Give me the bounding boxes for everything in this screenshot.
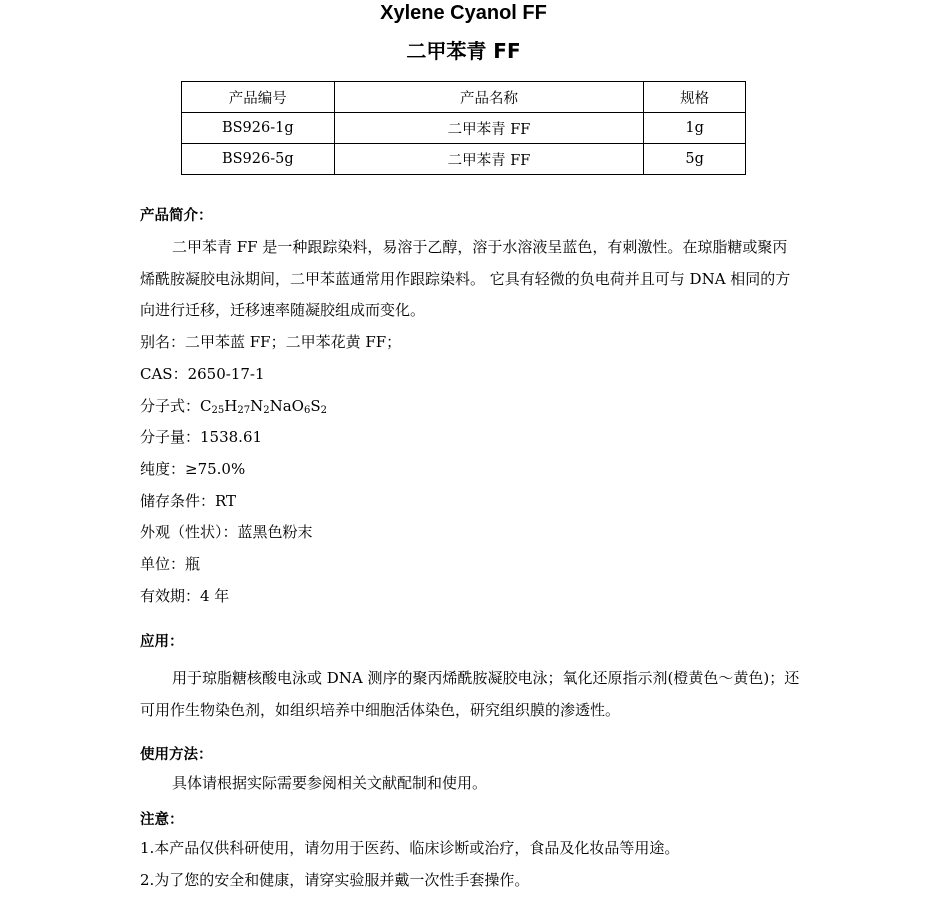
col-header-code: 产品编号 bbox=[182, 82, 335, 113]
purity-line: 纯度：≥75.0% bbox=[140, 460, 246, 478]
cell-code: BS926-5g bbox=[182, 144, 335, 175]
formula-n-count: 2 bbox=[263, 405, 270, 416]
cell-name: 二甲苯青 FF bbox=[334, 144, 644, 175]
title-english: Xylene Cyanol FF bbox=[380, 2, 547, 24]
cell-code: BS926-1g bbox=[182, 113, 335, 144]
intro-heading: 产品简介： bbox=[140, 208, 213, 224]
intro-text: 二甲苯青 FF 是一种跟踪染料，易溶于乙醇，溶于水溶液呈蓝色，有刺激性。在琼脂糖或聚丙烯酰胺凝胶电泳期间，二甲苯蓝通常用作跟踪染料。 它具有轻微的负电荷并且可与 DNA 相同的方向进行迁移，迁移速率随凝胶组成而变化。 bbox=[140, 238, 791, 319]
formula-c-count: 25 bbox=[211, 405, 225, 416]
cas-line: CAS：2650-17-1 bbox=[140, 365, 265, 383]
table-header-row bbox=[182, 82, 746, 113]
application-text: 用于琼脂糖核酸电泳或 DNA 测序的聚丙烯酰胺凝胶电泳；氧化还原指示剂(橙黄色～黄色)；还可用作生物染色剂，如组织培养中细胞活体染色，研究组织膜的渗透性。 bbox=[140, 669, 800, 719]
notes-heading: 注意： bbox=[140, 812, 184, 828]
appearance-line: 外观（性状）：蓝黑色粉末 bbox=[140, 523, 313, 541]
formula-s: S bbox=[310, 397, 321, 415]
cell-spec: 5g bbox=[644, 144, 746, 175]
application-heading: 应用： bbox=[140, 634, 184, 650]
mw-line: 分子量：1538.61 bbox=[140, 428, 263, 446]
unit-line: 单位：瓶 bbox=[140, 555, 201, 573]
note-item: 2.为了您的安全和健康，请穿实验服并戴一次性手套操作。 bbox=[140, 871, 530, 889]
table-row bbox=[182, 113, 746, 144]
col-header-spec: 规格 bbox=[644, 82, 746, 113]
usage-heading: 使用方法： bbox=[140, 747, 213, 763]
validity-line: 有效期：4 年 bbox=[140, 587, 230, 605]
title-chinese: 二甲苯青 FF bbox=[406, 39, 521, 63]
formula-n: N bbox=[250, 397, 264, 415]
table-row bbox=[182, 144, 746, 175]
alias-line: 别名：二甲苯蓝 FF；二甲苯花黄 FF； bbox=[140, 333, 402, 351]
formula-s-count: 2 bbox=[320, 405, 327, 416]
col-header-name: 产品名称 bbox=[334, 82, 644, 113]
formula-c: C bbox=[200, 397, 212, 415]
formula-o-count: 6 bbox=[303, 405, 311, 416]
usage-text: 具体请根据实际需要参阅相关文献配制和使用。 bbox=[172, 774, 488, 792]
note-item: 1.本产品仅供科研使用，请勿用于医药、临床诊断或治疗，食品及化妆品等用途。 bbox=[140, 839, 680, 857]
formula-label: 分子式： bbox=[140, 397, 201, 415]
formula-nao: NaO bbox=[269, 397, 304, 415]
cell-spec: 1g bbox=[644, 113, 746, 144]
formula-h-count: 27 bbox=[237, 405, 251, 416]
formula-h: H bbox=[224, 397, 238, 415]
storage-line: 储存条件：RT bbox=[140, 492, 237, 510]
cell-name: 二甲苯青 FF bbox=[334, 113, 644, 144]
product-table bbox=[181, 81, 746, 175]
